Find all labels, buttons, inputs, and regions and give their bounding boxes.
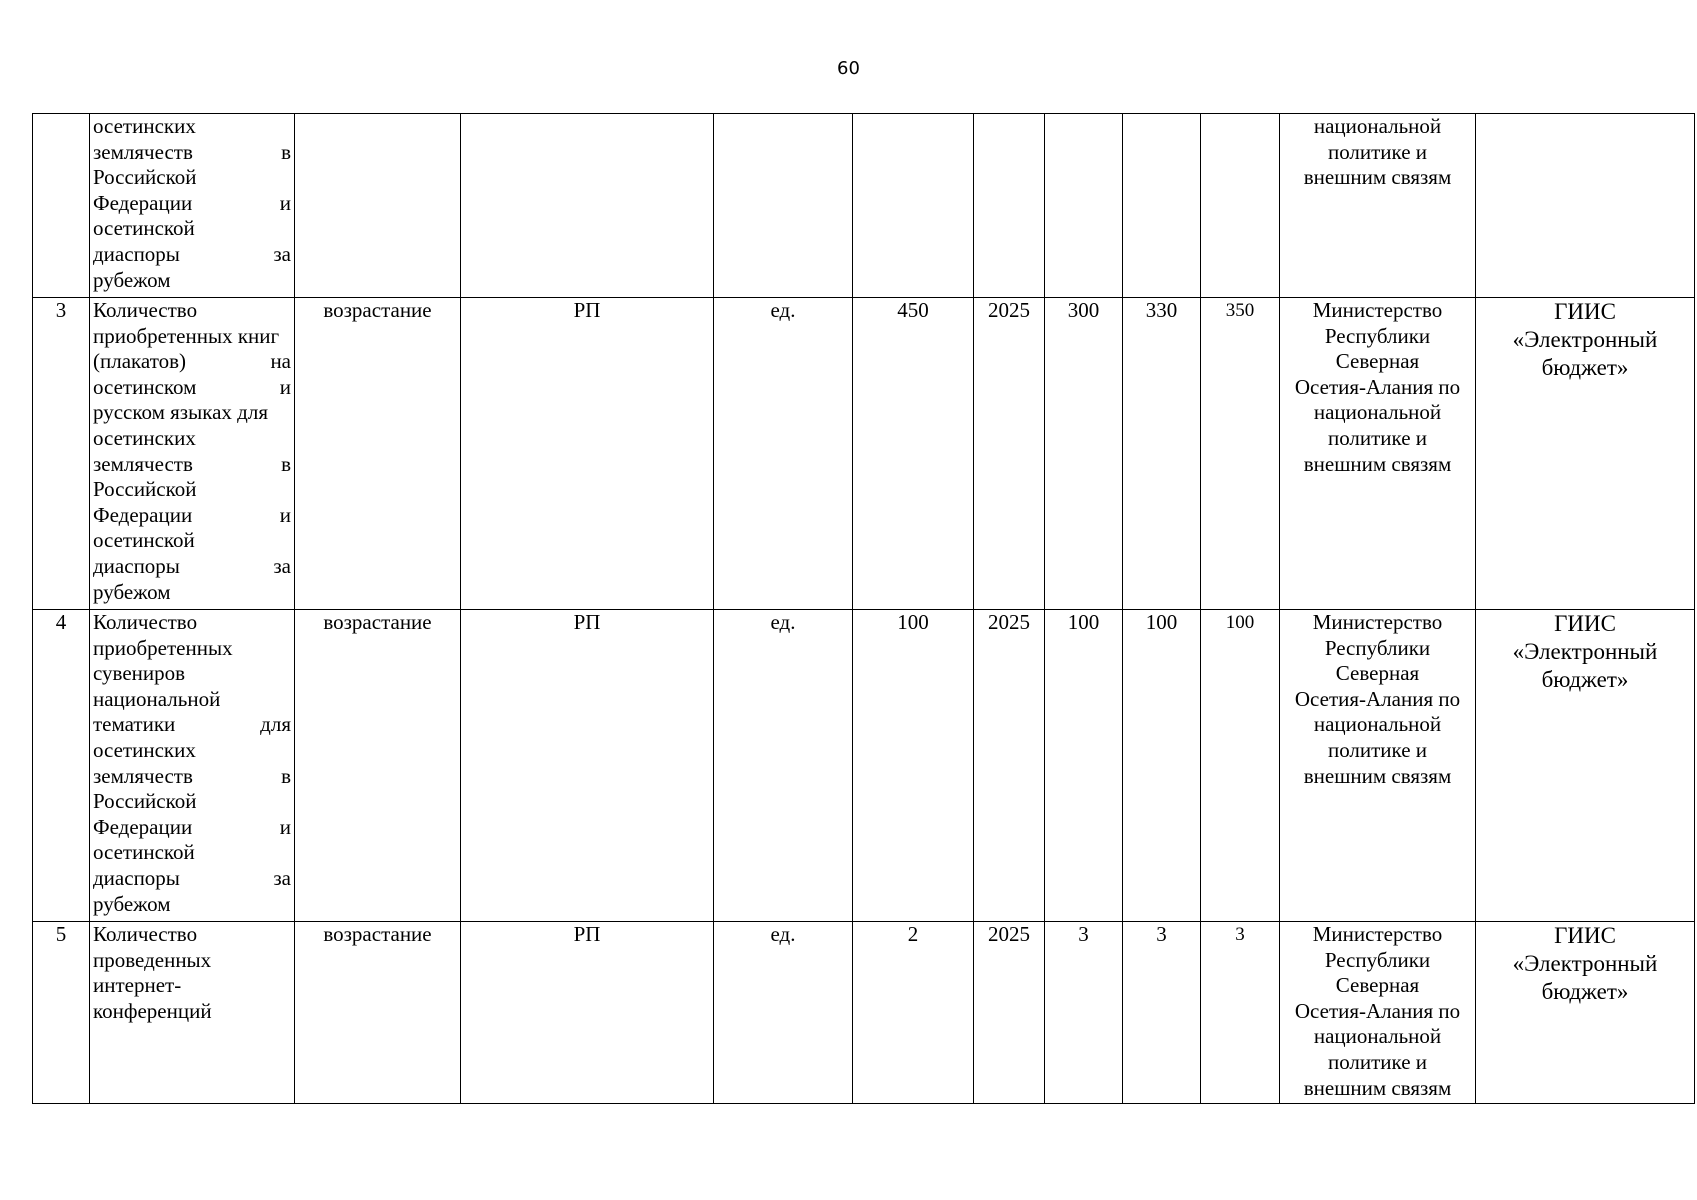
responsible-line: внешним связям bbox=[1303, 165, 1452, 190]
responsible-line: внешним связям bbox=[1303, 451, 1452, 476]
indicator-name-cell bbox=[90, 298, 295, 610]
unit-cell bbox=[714, 114, 853, 298]
responsible-line: Министерство bbox=[1312, 922, 1443, 946]
data-source-line: бюджет» bbox=[1541, 355, 1629, 380]
level-cell bbox=[461, 114, 714, 298]
indicator-name-line: (плакатов) на bbox=[93, 349, 291, 374]
indicator-name-cell bbox=[90, 114, 295, 298]
data-source-line: ГИИС bbox=[1554, 923, 1616, 948]
responsible-line: политике и bbox=[1327, 139, 1428, 164]
responsible-cell bbox=[1280, 922, 1476, 1104]
direction-cell: возрастание bbox=[295, 610, 461, 922]
indicator-name-line: Федерации и bbox=[93, 814, 291, 839]
value-year-1-cell: 3 bbox=[1045, 922, 1123, 1104]
indicator-name-line: рубежом bbox=[93, 267, 171, 292]
row-number-cell: 5 bbox=[33, 922, 90, 1104]
value-year-2-cell: 330 bbox=[1123, 298, 1201, 610]
indicator-name-line: землячеств в bbox=[93, 763, 291, 788]
direction-cell: возрастание bbox=[295, 922, 461, 1104]
indicator-name-line: Количество bbox=[93, 298, 198, 322]
value-year-2-cell: 3 bbox=[1123, 922, 1201, 1104]
responsible-line: Северная bbox=[1335, 349, 1420, 374]
data-source-cell bbox=[1476, 610, 1695, 922]
direction-cell: возрастание bbox=[295, 298, 461, 610]
responsible-cell bbox=[1280, 610, 1476, 922]
data-source-line: бюджет» bbox=[1541, 979, 1629, 1004]
indicator-name-line: национальной bbox=[93, 686, 221, 711]
value-year-3-cell bbox=[1201, 114, 1280, 298]
data-source-line: «Электронный bbox=[1512, 639, 1658, 664]
responsible-cell bbox=[1280, 114, 1476, 298]
row-number-cell bbox=[33, 114, 90, 298]
responsible-line: Республики bbox=[1324, 947, 1431, 972]
base-year-cell: 2025 bbox=[974, 610, 1045, 922]
indicator-name-line: приобретенных книг bbox=[93, 323, 280, 348]
value-year-3-cell: 100 bbox=[1201, 610, 1280, 922]
indicator-name-line: осетинской bbox=[93, 840, 195, 865]
value-year-3-cell: 350 bbox=[1201, 298, 1280, 610]
indicator-name-line: Федерации и bbox=[93, 190, 291, 215]
base-year-cell bbox=[974, 114, 1045, 298]
base-year-cell: 2025 bbox=[974, 298, 1045, 610]
data-source-cell bbox=[1476, 114, 1695, 298]
responsible-line: Осетия-Алания по bbox=[1294, 998, 1461, 1023]
responsible-line: национальной bbox=[1313, 400, 1442, 425]
responsible-line: национальной bbox=[1313, 712, 1442, 737]
base-value-cell bbox=[853, 114, 974, 298]
data-source-line: бюджет» bbox=[1541, 667, 1629, 692]
responsible-line: политике и bbox=[1327, 1049, 1428, 1074]
value-year-1-cell: 100 bbox=[1045, 610, 1123, 922]
indicator-name-line: приобретенных bbox=[93, 635, 233, 660]
responsible-line: национальной bbox=[1313, 1024, 1442, 1049]
data-source-line: «Электронный bbox=[1512, 327, 1658, 352]
base-value-cell: 2 bbox=[853, 922, 974, 1104]
indicator-name bbox=[93, 114, 291, 293]
indicator-name-line: интернет- bbox=[93, 973, 182, 998]
responsible-line: внешним связям bbox=[1303, 763, 1452, 788]
responsible-line: внешним связям bbox=[1303, 1075, 1452, 1100]
indicator-name-line: диаспоры за bbox=[93, 241, 291, 266]
indicator-name bbox=[93, 922, 291, 1024]
level-cell: РП bbox=[461, 610, 714, 922]
indicator-name-line: осетинском и bbox=[93, 374, 291, 399]
indicator-name-line: конференций bbox=[93, 998, 212, 1023]
indicator-name-line: Российской bbox=[93, 477, 197, 502]
table-body bbox=[33, 114, 1695, 1104]
indicator-name-line: осетинских bbox=[93, 737, 196, 762]
table-row bbox=[33, 610, 1695, 922]
value-year-2-cell: 100 bbox=[1123, 610, 1201, 922]
table-row bbox=[33, 298, 1695, 610]
row-number-cell: 3 bbox=[33, 298, 90, 610]
responsible-line: Осетия-Алания по bbox=[1294, 686, 1461, 711]
responsible-line: Северная bbox=[1335, 661, 1420, 686]
indicator-name-line: Федерации и bbox=[93, 502, 291, 527]
responsible-line: Северная bbox=[1335, 973, 1420, 998]
responsible-line: Министерство bbox=[1312, 298, 1443, 322]
value-year-1-cell bbox=[1045, 114, 1123, 298]
responsible-line: Осетия-Алания по bbox=[1294, 374, 1461, 399]
responsible-line: Республики bbox=[1324, 635, 1431, 660]
table-row bbox=[33, 114, 1695, 298]
indicator-name-line: осетинской bbox=[93, 528, 195, 553]
indicator-name-line: рубежом bbox=[93, 579, 171, 604]
responsible-line: Республики bbox=[1324, 323, 1431, 348]
responsible-line: национальной bbox=[1313, 114, 1442, 138]
indicator-name-line: землячеств в bbox=[93, 451, 291, 476]
indicator-name-line: Количество bbox=[93, 610, 198, 634]
level-cell: РП bbox=[461, 922, 714, 1104]
indicator-name-line: диаспоры за bbox=[93, 553, 291, 578]
table-row bbox=[33, 922, 1695, 1104]
indicator-name-line: сувениров bbox=[93, 661, 186, 686]
base-year-cell: 2025 bbox=[974, 922, 1045, 1104]
responsible-cell bbox=[1280, 298, 1476, 610]
indicator-name-cell bbox=[90, 922, 295, 1104]
direction-cell bbox=[295, 114, 461, 298]
unit-cell: ед. bbox=[714, 298, 853, 610]
indicator-name-line: осетинских bbox=[93, 425, 196, 450]
indicator-name-line: землячеств в bbox=[93, 139, 291, 164]
data-source-line: ГИИС bbox=[1554, 611, 1616, 636]
indicator-name bbox=[93, 610, 291, 917]
value-year-1-cell: 300 bbox=[1045, 298, 1123, 610]
base-value-cell: 100 bbox=[853, 610, 974, 922]
responsible-line: Министерство bbox=[1312, 610, 1443, 634]
indicator-name-line: Российской bbox=[93, 165, 197, 190]
row-number-cell: 4 bbox=[33, 610, 90, 922]
page-number: 60 bbox=[837, 58, 860, 79]
indicator-name-line: диаспоры за bbox=[93, 865, 291, 890]
indicator-name-line: тематики для bbox=[93, 712, 291, 737]
responsible-line: политике и bbox=[1327, 737, 1428, 762]
indicator-name-line: Количество bbox=[93, 922, 198, 946]
base-value-cell: 450 bbox=[853, 298, 974, 610]
unit-cell: ед. bbox=[714, 922, 853, 1104]
indicator-name-cell bbox=[90, 610, 295, 922]
indicator-name-line: Российской bbox=[93, 789, 197, 814]
indicators-table bbox=[32, 113, 1695, 1104]
indicator-name-line: рубежом bbox=[93, 891, 171, 916]
data-source-line: ГИИС bbox=[1554, 299, 1616, 324]
indicator-name-line: русском языках для bbox=[93, 400, 268, 425]
data-source-cell bbox=[1476, 922, 1695, 1104]
indicator-name-line: осетинской bbox=[93, 216, 195, 241]
unit-cell: ед. bbox=[714, 610, 853, 922]
value-year-2-cell bbox=[1123, 114, 1201, 298]
indicator-name-line: проведенных bbox=[93, 947, 212, 972]
value-year-3-cell: 3 bbox=[1201, 922, 1280, 1104]
indicator-name bbox=[93, 298, 291, 605]
level-cell: РП bbox=[461, 298, 714, 610]
data-source-line: «Электронный bbox=[1512, 951, 1658, 976]
indicator-name-line: осетинских bbox=[93, 114, 196, 138]
data-source-cell bbox=[1476, 298, 1695, 610]
responsible-line: политике и bbox=[1327, 425, 1428, 450]
